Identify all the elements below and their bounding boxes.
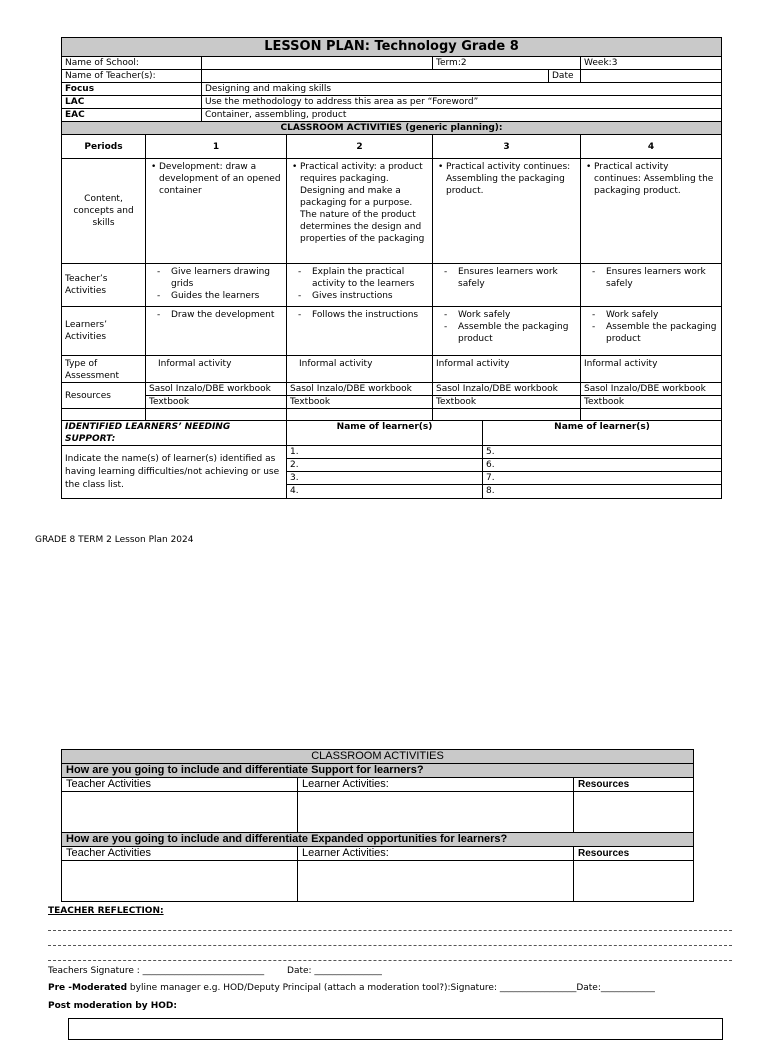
eac-value: Container, assembling, product xyxy=(202,109,722,122)
list-item: - Ensures learners work safely xyxy=(458,266,577,290)
classroom-activities-heading: CLASSROOM ACTIVITIES (generic planning): xyxy=(62,122,722,135)
content-item: • Practical activity continues: Assembling the packaging product. xyxy=(446,161,577,197)
teacher-activities-header: Teacher Activities xyxy=(62,778,298,792)
term-value: Term:2 xyxy=(433,57,581,70)
list-item: - Draw the development xyxy=(171,309,283,321)
learner-slot-3[interactable]: 3. xyxy=(287,472,483,485)
support-learner-cell[interactable] xyxy=(298,792,574,833)
resource-workbook: Sasol Inzalo/DBE workbook xyxy=(581,383,722,396)
pre-moderated-label: Pre -Moderated xyxy=(48,983,128,993)
assessment-period-3: Informal activity xyxy=(433,356,581,383)
list-item: - Explain the practical activity to the learners xyxy=(312,266,429,290)
learner-slot-8[interactable]: 8. xyxy=(483,485,722,499)
content-item: • Practical activity continues: Assembling the packaging product. xyxy=(594,161,718,197)
resource-textbook: Textbook xyxy=(433,396,581,409)
classroom-activities-table xyxy=(61,749,694,902)
content-item: • Development: draw a development of an opened container xyxy=(159,161,283,197)
list-item: - Follows the instructions xyxy=(312,309,429,321)
learner-activities-period-2 xyxy=(287,307,433,356)
teacher-activities-period-4 xyxy=(581,264,722,307)
assessment-label: Type of Assessment xyxy=(62,356,146,383)
resource-workbook: Sasol Inzalo/DBE workbook xyxy=(287,383,433,396)
classroom-title: CLASSROOM ACTIVITIES xyxy=(62,750,694,764)
resource-textbook: Textbook xyxy=(146,396,287,409)
learner-slot-2[interactable]: 2. xyxy=(287,459,483,472)
content-period-3 xyxy=(433,159,581,264)
expanded-resources-cell[interactable] xyxy=(574,861,694,902)
expanded-question: How are you going to include and differentiate Expanded opportunities for learners? xyxy=(62,833,694,847)
date-field[interactable] xyxy=(581,70,722,83)
week-value: Week:3 xyxy=(581,57,722,70)
list-item: - Assemble the packaging product xyxy=(606,321,718,345)
resource-workbook: Sasol Inzalo/DBE workbook xyxy=(433,383,581,396)
name-of-school-field[interactable] xyxy=(202,57,433,70)
learner-activities-header: Learner Activities: xyxy=(298,847,574,861)
eac-label: EAC xyxy=(62,109,202,122)
reflection-line[interactable] xyxy=(48,930,732,931)
name-of-teacher-label: Name of Teacher(s): xyxy=(62,70,202,83)
list-item: - Ensures learners work safely xyxy=(606,266,718,290)
learner-activities-period-1 xyxy=(146,307,287,356)
list-item: - Assemble the packaging product xyxy=(458,321,577,345)
list-item: - Guides the learners xyxy=(171,290,283,302)
lac-label: LAC xyxy=(62,96,202,109)
lesson-plan-table xyxy=(61,37,722,499)
learner-slot-7[interactable]: 7. xyxy=(483,472,722,485)
teacher-activities-period-1 xyxy=(146,264,287,307)
lac-value: Use the methodology to address this area as per “Foreword” xyxy=(202,96,722,109)
content-label: Content, concepts and skills xyxy=(62,159,146,264)
list-item: - Work safely xyxy=(458,309,577,321)
learner-slot-4[interactable]: 4. xyxy=(287,485,483,499)
expanded-teacher-cell[interactable] xyxy=(62,861,298,902)
lesson-plan-title: LESSON PLAN: Technology Grade 8 xyxy=(62,38,722,57)
name-of-teacher-field[interactable] xyxy=(202,70,549,83)
support-question: How are you going to include and differentiate Support for learners? xyxy=(62,764,694,778)
content-period-1 xyxy=(146,159,287,264)
reflection-line[interactable] xyxy=(48,960,732,961)
name-of-learners-header: Name of learner(s) xyxy=(483,421,722,446)
content-period-2 xyxy=(287,159,433,264)
period-4: 4 xyxy=(581,135,722,159)
name-of-learners-header: Name of learner(s) xyxy=(287,421,483,446)
list-item: - Gives instructions xyxy=(312,290,429,302)
pre-moderated-text: byline manager e.g. HOD/Deputy Principal (attach a moderation tool?):Signature: _________________Date:____________ xyxy=(127,983,655,993)
teacher-activities-period-2 xyxy=(287,264,433,307)
learner-activities-header: Learner Activities: xyxy=(298,778,574,792)
teacher-signature-date: Date: _______________ xyxy=(287,966,382,976)
indicate-instructions: Indicate the name(s) of learner(s) identified as having learning difficulties/not achieving or use the class list. xyxy=(62,446,287,499)
learner-slot-1[interactable]: 1. xyxy=(287,446,483,459)
learner-slot-6[interactable]: 6. xyxy=(483,459,722,472)
list-item: - Work safely xyxy=(606,309,718,321)
assessment-period-1: Informal activity xyxy=(146,356,287,383)
expanded-learner-cell[interactable] xyxy=(298,861,574,902)
date-label: Date xyxy=(549,70,581,83)
resources-header: Resources xyxy=(574,778,694,792)
assessment-period-4: Informal activity xyxy=(581,356,722,383)
reflection-line[interactable] xyxy=(48,945,732,946)
support-resources-cell[interactable] xyxy=(574,792,694,833)
teacher-activities-period-3 xyxy=(433,264,581,307)
feedback-box xyxy=(68,1018,723,1040)
resources-label: Resources xyxy=(62,383,146,409)
focus-label: Focus xyxy=(62,83,202,96)
content-period-4 xyxy=(581,159,722,264)
pre-moderated-line xyxy=(48,983,655,993)
resource-textbook: Textbook xyxy=(581,396,722,409)
period-2: 2 xyxy=(287,135,433,159)
periods-label: Periods xyxy=(62,135,146,159)
focus-value: Designing and making skills xyxy=(202,83,722,96)
period-1: 1 xyxy=(146,135,287,159)
resource-workbook: Sasol Inzalo/DBE workbook xyxy=(146,383,287,396)
teacher-reflection-heading: TEACHER REFLECTION: xyxy=(48,906,164,916)
teacher-signature-line xyxy=(48,966,382,976)
learner-activities-label: Learners’ Activities xyxy=(62,307,146,356)
footer-text: GRADE 8 TERM 2 Lesson Plan 2024 xyxy=(35,535,194,545)
identified-learners-label: IDENTIFIED LEARNERS’ NEEDING SUPPORT: xyxy=(62,421,287,446)
teacher-activities-header: Teacher Activities xyxy=(62,847,298,861)
learner-activities-period-4 xyxy=(581,307,722,356)
period-3: 3 xyxy=(433,135,581,159)
assessment-period-2: Informal activity xyxy=(287,356,433,383)
resource-textbook: Textbook xyxy=(287,396,433,409)
resources-header: Resources xyxy=(574,847,694,861)
support-teacher-cell[interactable] xyxy=(62,792,298,833)
name-of-school-label: Name of School: xyxy=(62,57,202,70)
teacher-activities-label: Teacher’s Activities xyxy=(62,264,146,307)
list-item: - Give learners drawing grids xyxy=(171,266,283,290)
content-item: • Practical activity: a product requires packaging. Designing and make a packaging for a purpose. The nature of the product determines the design and properties of the packaging xyxy=(300,161,429,245)
post-moderation-label: Post moderation by HOD: xyxy=(48,1001,177,1011)
teacher-signature-label: Teachers Signature : ___________________________ xyxy=(48,966,265,976)
learner-slot-5[interactable]: 5. xyxy=(483,446,722,459)
learner-activities-period-3 xyxy=(433,307,581,356)
